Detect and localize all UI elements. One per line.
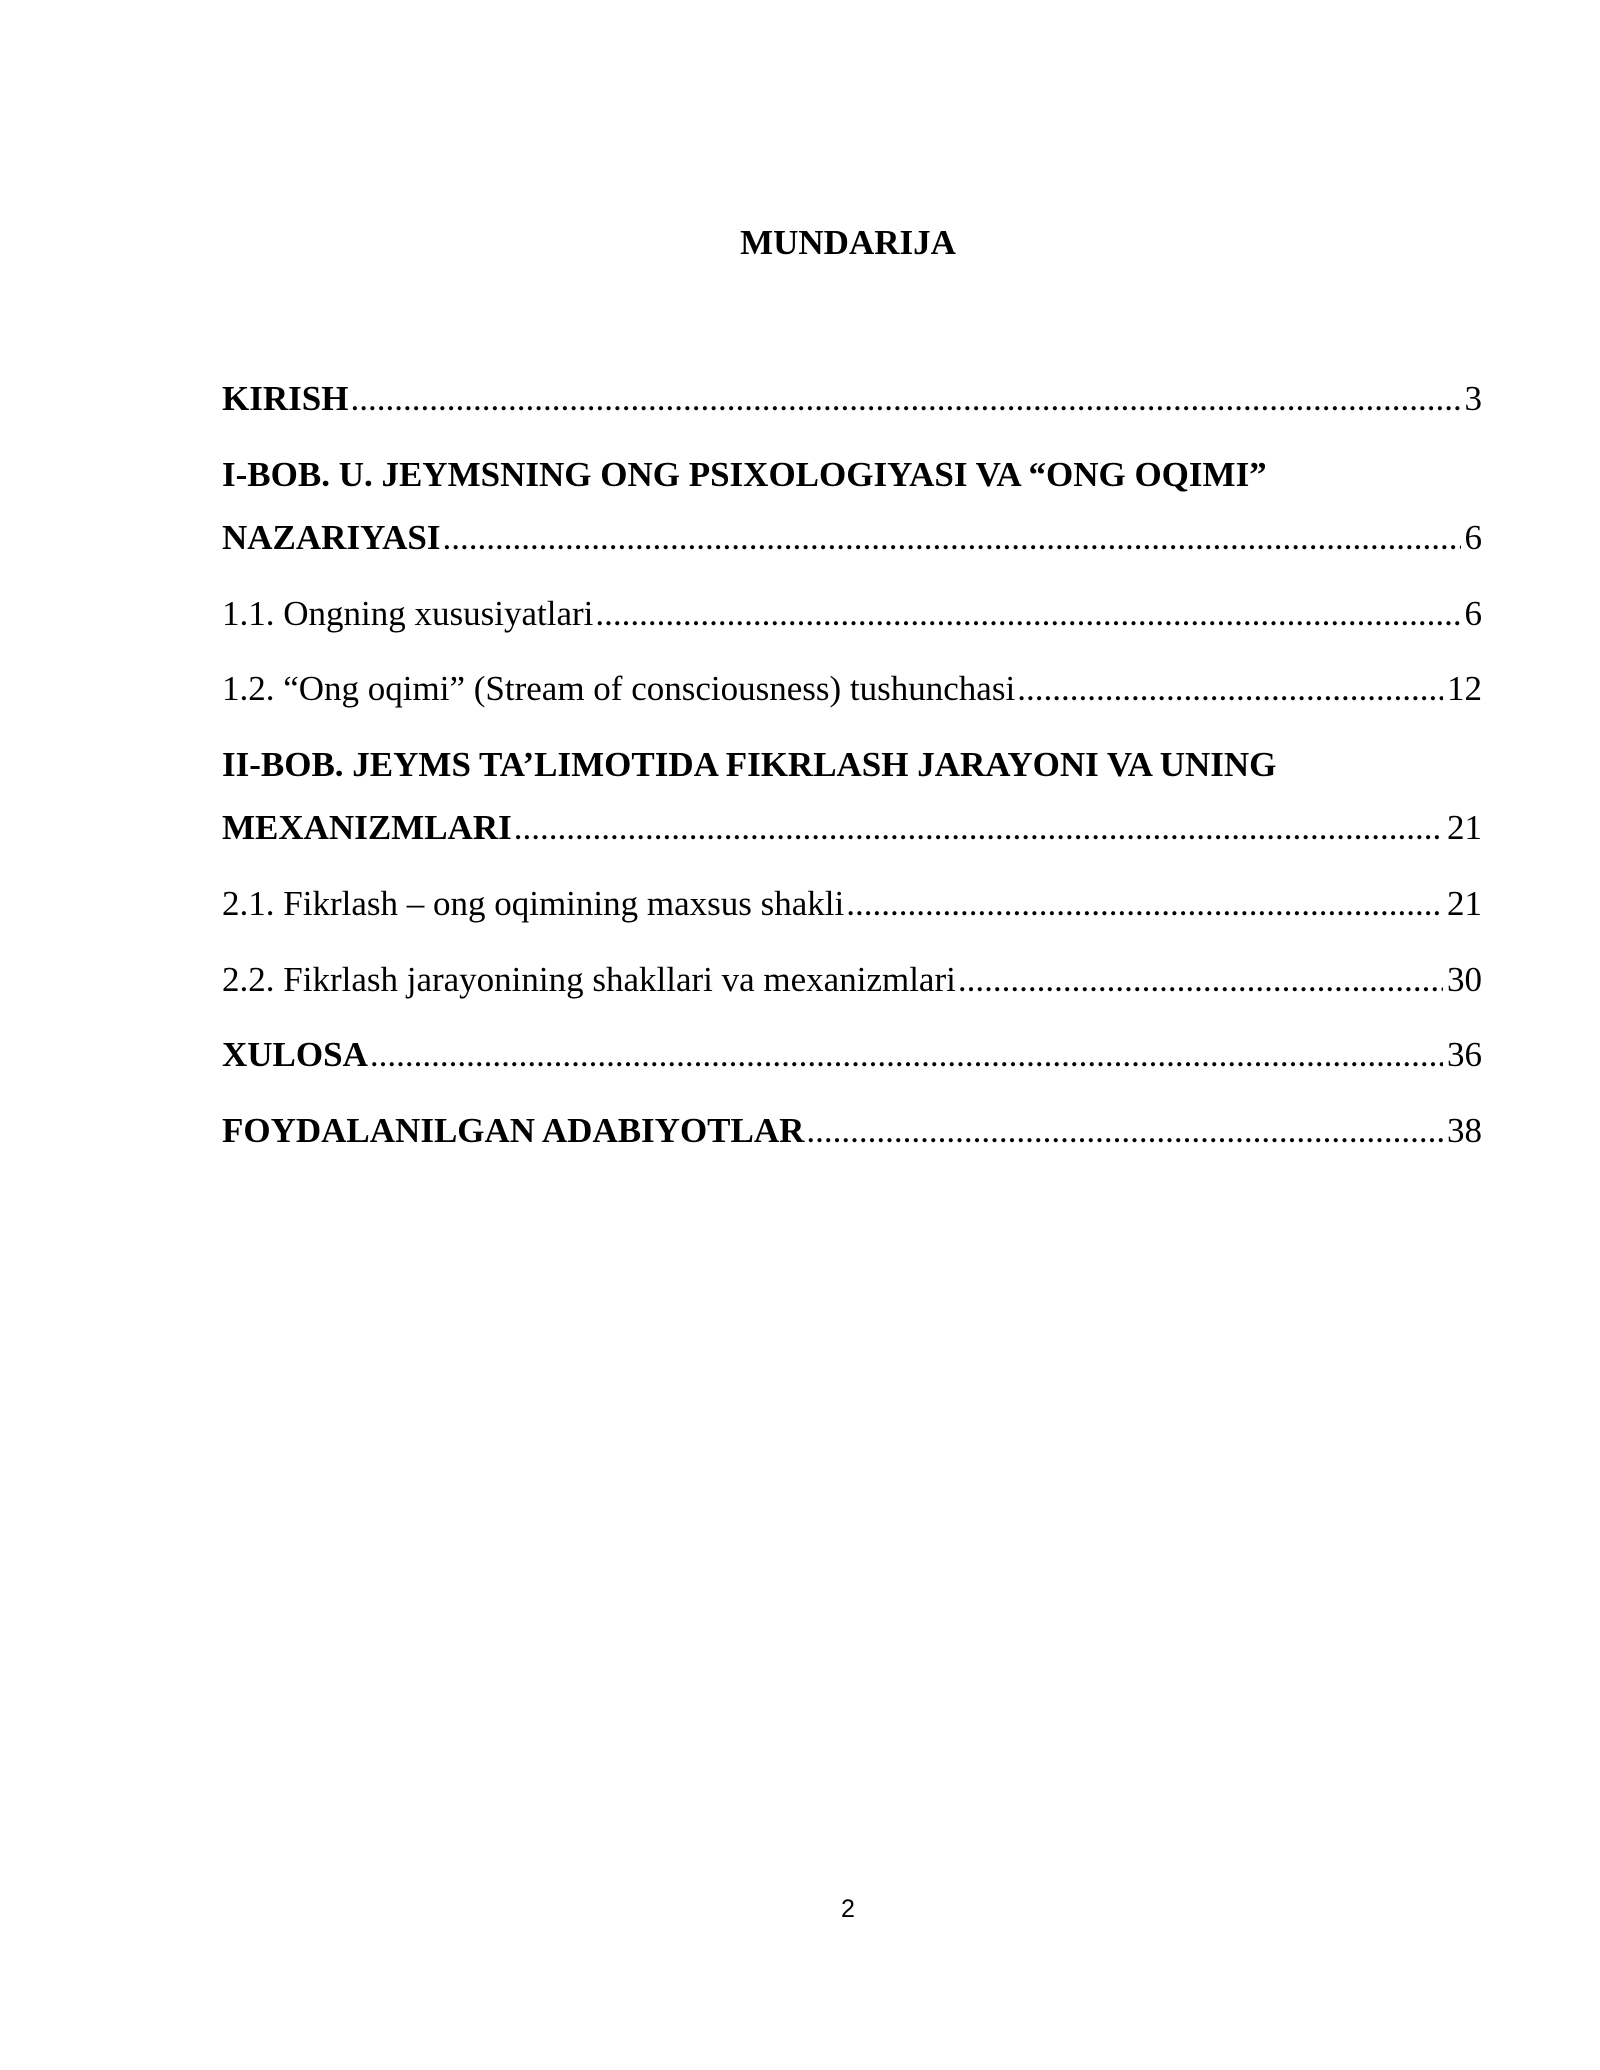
toc-entry-text: MEXANIZMLARI (222, 808, 512, 847)
toc-entry-xulosa[interactable] (222, 1034, 1482, 1076)
toc-dot-leader (350, 378, 1460, 420)
toc-entry-chapter-1-line-2[interactable] (222, 517, 1482, 559)
toc-dot-leader (370, 1034, 1443, 1076)
toc-entry-section-2-1[interactable] (222, 883, 1482, 925)
toc-entry-text: I-BOB. U. JEYMSNING ONG PSIXOLOGIYASI VA “ONG OQIMI” (222, 455, 1267, 494)
page-title: MUNDARIJA (740, 223, 956, 262)
toc-entry-text: 1.2. “Ong oqimi” (Stream of consciousness) tushunchasi (222, 669, 1016, 708)
toc-dot-leader (846, 883, 1443, 925)
toc-dot-leader (1017, 668, 1443, 710)
toc-entry-text: 2.1. Fikrlash – ong oqimining maxsus shakli (222, 884, 845, 923)
toc-entry-section-2-2[interactable] (222, 959, 1482, 1001)
toc-entry-section-1-2[interactable] (222, 668, 1482, 710)
toc-page-number: 6 (1464, 594, 1482, 633)
page-number: 2 (841, 1895, 855, 1923)
toc-entry-text: II-BOB. JEYMS TA’LIMOTIDA FIKRLASH JARAYONI VA UNING (222, 745, 1277, 784)
toc-entry-adabiyotlar[interactable] (222, 1110, 1482, 1152)
toc-entry-chapter-2-line-1[interactable] (222, 744, 1482, 786)
toc-entry-chapter-2-line-2[interactable] (222, 807, 1482, 849)
toc-entry-text: KIRISH (222, 379, 349, 418)
toc-page-number: 30 (1447, 960, 1482, 999)
toc-entry-text: NAZARIYASI (222, 518, 441, 557)
toc-entry-text: FOYDALANILGAN ADABIYOTLAR (222, 1111, 805, 1150)
toc-entry-kirish[interactable] (222, 378, 1482, 420)
toc-dot-leader (514, 807, 1443, 849)
toc-dot-leader (806, 1110, 1443, 1152)
toc-page-number: 21 (1447, 808, 1482, 847)
toc-dot-leader (443, 517, 1461, 559)
toc-page-number: 38 (1447, 1111, 1482, 1150)
toc-page-number: 21 (1447, 884, 1482, 923)
toc-dot-leader (958, 959, 1443, 1001)
toc-entry-text: XULOSA (222, 1035, 368, 1074)
toc-entry-text: 1.1. Ongning xususiyatlari (222, 594, 594, 633)
toc-page-number: 3 (1464, 379, 1482, 418)
toc-entry-section-1-1[interactable] (222, 593, 1482, 635)
toc-entry-chapter-1-line-1[interactable] (222, 454, 1482, 496)
toc-page-number: 12 (1447, 669, 1482, 708)
toc-dot-leader (595, 593, 1460, 635)
toc-page-number: 6 (1464, 518, 1482, 557)
toc-entry-text: 2.2. Fikrlash jarayonining shakllari va mexanizmlari (222, 960, 956, 999)
toc-page-number: 36 (1447, 1035, 1482, 1074)
